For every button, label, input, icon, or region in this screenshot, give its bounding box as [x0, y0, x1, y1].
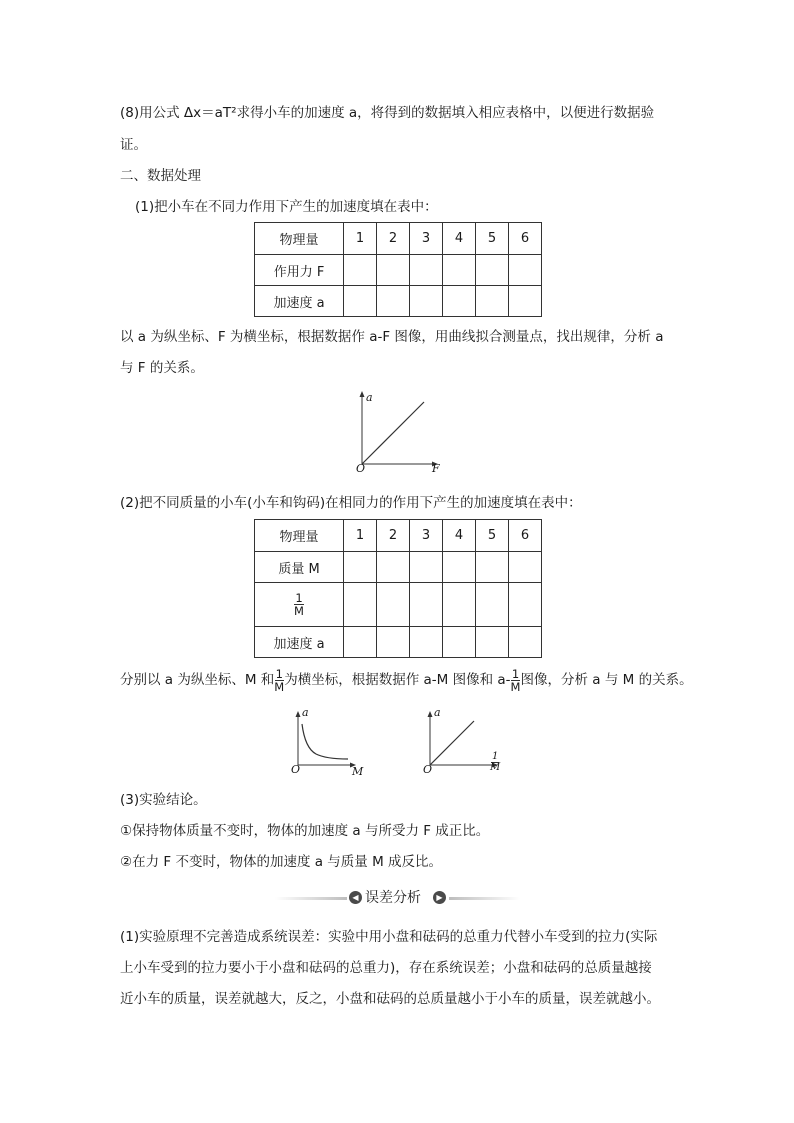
table-header-cell: 2: [377, 223, 410, 255]
part1-description-2: 与 F 的关系。: [120, 360, 204, 376]
table-header-row: [255, 223, 542, 255]
section-title-data-processing: 二、数据处理: [120, 168, 201, 184]
table-header-cell: 物理量: [255, 223, 344, 255]
graph-y-label: a: [366, 391, 373, 404]
table-row-label: 质量 M: [255, 552, 344, 583]
table-header-cell: 5: [476, 520, 509, 552]
error-analysis-banner: [275, 889, 520, 907]
fraction-1-over-m: $\frac{1}{M}$: [510, 666, 521, 694]
table-row-label: [255, 583, 344, 627]
graph-origin-label: O: [423, 763, 433, 776]
error-line-2: 上小车受到的拉力要小于小盘和砝码的总重力)，存在系统误差；小盘和砝码的总质量越接: [120, 960, 652, 976]
table-header-cell: 5: [476, 223, 509, 255]
left-arrow-icon: ◀: [349, 891, 362, 904]
graph-x-label-fraction: $\frac{1}{M}$: [490, 751, 501, 773]
part2-heading: (2)把不同质量的小车(小车和钩码)在相同力的作用下产生的加速度填在表中：: [120, 495, 582, 511]
inverse-mass-fraction: $\frac{1}{M}$: [294, 591, 304, 618]
table-row: [255, 627, 542, 658]
table-row-label: 作用力 F: [255, 255, 344, 286]
table-row: [255, 583, 542, 627]
mass-acceleration-table: [254, 519, 542, 658]
table-header-cell: 6: [509, 223, 542, 255]
force-acceleration-table: [254, 222, 542, 317]
graph-origin-label: O: [291, 763, 301, 776]
table-row: [255, 552, 542, 583]
right-arrow-icon: ▶: [433, 891, 446, 904]
table-header-cell: 2: [377, 520, 410, 552]
banner-divider-right: [449, 897, 520, 900]
table-row: [255, 255, 542, 286]
part2-description: 分别以 a 为纵坐标、M 和 $\frac{1}{M}$ 为横坐标，根据数据作 a-M 图像和 a- $\frac{1}{M}$ 图像，分析 a 与 M 的关系。: [120, 666, 693, 694]
part3-heading: (3)实验结论。: [120, 792, 207, 808]
table-header-cell: 4: [443, 223, 476, 255]
table-header-row: [255, 520, 542, 552]
fraction-1-over-m: $\frac{1}{M}$: [274, 666, 285, 694]
table-header-cell: 1: [344, 223, 377, 255]
table-header-cell: 3: [410, 223, 443, 255]
intro-line-1: (8)用公式 Δx＝aT²求得小车的加速度 a，将得到的数据填入相应表格中，以便进行数据验: [120, 105, 655, 121]
error-line-3: 近小车的质量，误差就越大，反之，小盘和砝码的总质量越小于小车的质量，误差就越小。: [120, 991, 660, 1007]
table-row-label: 加速度 a: [255, 286, 344, 317]
table-row-label: 加速度 a: [255, 627, 344, 658]
table-header-cell: 6: [509, 520, 542, 552]
table-header-cell: 物理量: [255, 520, 344, 552]
graph-origin-label: O: [356, 462, 366, 475]
table-row: [255, 286, 542, 317]
intro-line-2: 证。: [120, 137, 147, 153]
graph-y-label: a: [434, 706, 441, 719]
part1-heading: (1)把小车在不同力作用下产生的加速度填在表中：: [135, 199, 438, 215]
table-header-cell: 1: [344, 520, 377, 552]
conclusion-2: ②在力 F 不变时，物体的加速度 a 与质量 M 成反比。: [120, 854, 443, 870]
error-line-1: (1)实验原理不完善造成系统误差：实验中用小盘和砝码的总重力代替小车受到的拉力(实际: [120, 929, 658, 945]
conclusion-1: ①保持物体质量不变时，物体的加速度 a 与所受力 F 成正比。: [120, 823, 490, 839]
graph-a-vs-m-axes: [290, 710, 360, 770]
part1-description-1: 以 a 为纵坐标、F 为横坐标，根据数据作 a-F 图像，用曲线拟合测量点，找出规律，分析 a: [120, 329, 664, 345]
banner-divider-left: [275, 897, 347, 900]
banner-title: 误差分析: [365, 890, 421, 906]
graph-x-label: M: [352, 765, 364, 778]
table-header-cell: 4: [443, 520, 476, 552]
table-header-cell: 3: [410, 520, 443, 552]
graph-x-label: F: [432, 462, 440, 475]
graph-y-label: a: [302, 706, 309, 719]
